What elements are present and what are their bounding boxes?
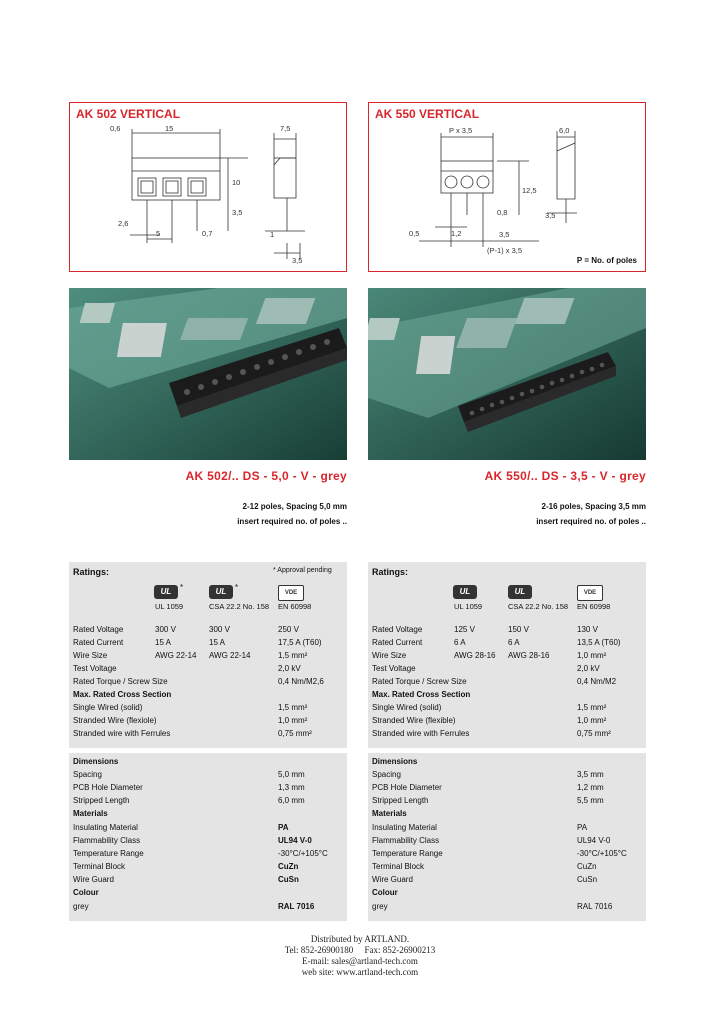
cert-ul: UL 1059 — [155, 602, 184, 611]
dim-7-5: 7,5 — [280, 124, 291, 133]
dim-0-8: 0,8 — [497, 208, 508, 217]
dim-5: 5 — [156, 229, 161, 238]
dim-12-5: 12,5 — [522, 186, 537, 195]
product-poles-ak550 — [368, 499, 646, 529]
dim-10: 10 — [232, 178, 241, 187]
product-photo-ak502 — [69, 288, 347, 460]
star-mark: * — [235, 583, 239, 592]
photo-illustration — [69, 288, 347, 460]
technical-drawing-ak502 — [70, 103, 345, 270]
email-link[interactable]: E-mail: sales@artland-tech.com — [302, 956, 418, 966]
ul-logo-icon: UL — [453, 585, 477, 599]
dim-15: 15 — [165, 124, 174, 133]
poles-spacing: 2-12 poles, Spacing 5,0 mm — [242, 502, 347, 511]
product-name-ak502: AK 502/.. DS - 5,0 - V - grey — [185, 469, 347, 483]
insert-note: insert required no. of poles .. — [237, 517, 347, 526]
cert-en: EN 60998 — [278, 602, 312, 611]
technical-drawing-ak550 — [369, 103, 644, 270]
photo-illustration — [368, 288, 646, 460]
vde-logo-icon: VDE — [577, 585, 603, 601]
vde-logo-icon: VDE — [278, 585, 304, 601]
ratings-panel-ak502: Ratings: * Approval pending UL * UL * VDE UL 1059 CSA 22.2 No. 158 EN 60998 Rated Voltage 300 V 300 V 250 V Rated Current 15 A 15 A 17,5 A (T60) Wire Size AWG 22-14 AWG 22-14 1,5 mm² Test Voltage 2,0 kV Rated Torque / Screw Size 0,4 Nm/M2,6 Max. Rated Cross Section Single Wired (solid) 1,5 mm² Stranded Wire (flexiole) 1,0 mm² Stranded wire with Ferrules 0,75 mm² — [69, 562, 347, 748]
dim-p-x-3-5: P x 3,5 — [449, 126, 473, 135]
dimensions-panel-ak550: Dimensions Spacing 3,5 mm PCB Hole Diameter 1,2 mm Stripped Length 5,5 mm Materials Insulating Material PA Flammability Class UL94 V-0 Temperature Range -30°C/+105°C Terminal Block CuZn Wire Guard CuSn Colour grey RAL 7016 — [368, 753, 646, 921]
dim-0-5: 0,5 — [409, 229, 420, 238]
ratings-title: Ratings: — [73, 567, 109, 577]
distributor-line: Distributed by ARTLAND. — [310, 934, 410, 944]
insert-note: insert required no. of poles .. — [536, 517, 646, 526]
poles-spacing: 2-16 poles, Spacing 3,5 mm — [541, 502, 646, 511]
dim-3-5-pitch: 3,5 — [499, 230, 510, 239]
cert-csa: CSA 22.2 No. 158 — [508, 602, 569, 611]
dim-0-6: 0,6 — [110, 124, 121, 133]
drawing-box-ak550 — [368, 102, 646, 272]
dim-2-6: 2,6 — [118, 219, 129, 228]
drawing-box-ak502 — [69, 102, 347, 272]
cert-en: EN 60998 — [577, 602, 611, 611]
dimensions-panel-ak502: Dimensions Spacing 5,0 mm PCB Hole Diameter 1,3 mm Stripped Length 6,0 mm Materials Insulating Material PA Flammability Class UL94 V-0 Temperature Range -30°C/+105°C Terminal Block CuZn Wire Guard CuSn Colour grey RAL 7016 — [69, 753, 347, 921]
csa-logo-icon: UL — [209, 585, 233, 599]
dim-3-5-height: 3,5 — [232, 208, 243, 217]
dim-1: 1 — [270, 230, 275, 239]
cert-csa: CSA 22.2 No. 158 — [209, 602, 270, 611]
phone-fax-line: Tel: 852-26900180 Fax: 852-26900213 — [284, 945, 436, 955]
pole-note: P = No. of poles — [576, 256, 637, 265]
product-name-ak550: AK 550/.. DS - 3,5 - V - grey — [484, 469, 646, 483]
dim-0-7: 0,7 — [202, 229, 213, 238]
cert-ul: UL 1059 — [454, 602, 483, 611]
drawing-title: AK 550 VERTICAL — [375, 107, 480, 121]
dim-3-5-base: 3,5 — [292, 256, 303, 265]
dim-1-2: 1,2 — [451, 229, 462, 238]
ul-logo-icon: UL — [154, 585, 178, 599]
product-photo-ak550 — [368, 288, 646, 460]
approval-note: * Approval pending — [273, 567, 332, 574]
dim-3-5-side: 3,5 — [545, 211, 556, 220]
distributor-footer — [0, 934, 720, 978]
drawing-title: AK 502 VERTICAL — [76, 107, 181, 121]
ratings-title: Ratings: — [372, 567, 408, 577]
dim-6-0: 6,0 — [559, 126, 570, 135]
product-poles-ak502 — [69, 499, 347, 529]
ratings-panel-ak550: Ratings: UL UL VDE UL 1059 CSA 22.2 No. 158 EN 60998 Rated Voltage 125 V 150 V 130 V Rated Current 6 A 6 A 13,5 A (T60) Wire Size AWG 28-16 AWG 28-16 1,0 mm² Test Voltage 2,0 kV Rated Torque / Screw Size 0,4 Nm/M2 Max. Rated Cross Section Single Wired (solid) 1,5 mm² Stranded Wire (flexible) 1,0 mm² Stranded wire with Ferrules 0,75 mm² — [368, 562, 646, 748]
dim-p-1-x-3-5: (P-1) x 3,5 — [487, 246, 523, 255]
star-mark: * — [180, 583, 184, 592]
csa-logo-icon: UL — [508, 585, 532, 599]
website-link[interactable]: web site: www.artland-tech.com — [301, 967, 419, 977]
